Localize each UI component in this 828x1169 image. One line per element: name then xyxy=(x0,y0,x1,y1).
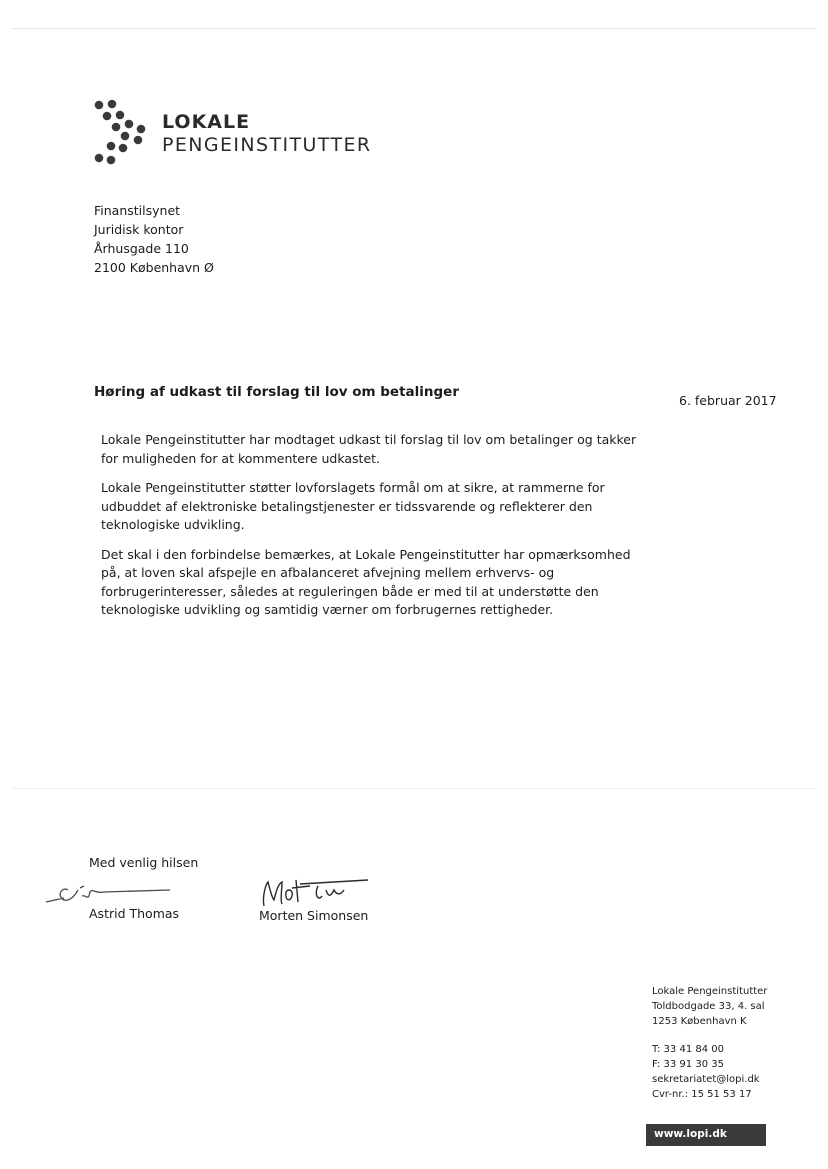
logo-line-2: PENGEINSTITUTTER xyxy=(162,134,372,156)
logo-line-1: LOKALE xyxy=(162,111,251,133)
contact-fax: F: 33 91 30 35 xyxy=(652,1059,724,1070)
signature-morten-icon xyxy=(258,876,373,910)
website-link[interactable]: www.lopi.dk xyxy=(654,1128,727,1140)
signature-astrid-icon xyxy=(44,876,174,908)
scan-edge-middle xyxy=(12,788,816,789)
recipient-line: Finanstilsynet xyxy=(94,203,181,218)
logo-wordmark xyxy=(162,111,372,157)
recipient-address xyxy=(94,201,214,277)
body-paragraph: Det skal i den forbindelse bemærkes, at Lokale Pengeinstitutter har opmærksomhed på, at loven skal afspejle en afbalanceret afvejning mellem erhvervs- og forbrugerinteresser, således at reguleringen både er med til at understøtte den teknologiske udvikling og samtidig værner om forbrugernes rettigheder. xyxy=(101,546,631,617)
contact-phone: T: 33 41 84 00 xyxy=(652,1044,724,1055)
letter-subject: Høring af udkast til forslag til lov om betalinger xyxy=(94,384,459,400)
contact-email: sekretariatet@lopi.dk xyxy=(652,1074,760,1085)
sender-line: Toldbodgade 33, 4. sal xyxy=(652,1001,765,1012)
letter-date: 6. februar 2017 xyxy=(679,393,777,408)
letter-body xyxy=(101,431,641,631)
logo xyxy=(92,98,392,170)
closing-greeting: Med venlig hilsen xyxy=(89,855,199,870)
sender-line: 1253 København K xyxy=(652,1016,747,1027)
logo-dots-icon xyxy=(92,98,162,170)
body-paragraph: Lokale Pengeinstitutter støtter lovforslagets formål om at sikre, at rammerne for udbuddet af elektroniske betalingstjenester er tidssvarende og reflekterer den teknologiske udvikling. xyxy=(101,480,605,532)
contact-spacer xyxy=(652,1029,767,1042)
recipient-line: Århusgade 110 xyxy=(94,241,189,256)
contact-cvr: Cvr-nr.: 15 51 53 17 xyxy=(652,1089,752,1100)
sender-contact-block xyxy=(652,984,767,1102)
body-paragraph: Lokale Pengeinstitutter har modtaget udkast til forslag til lov om betalinger og takker for muligheden for at kommentere udkastet. xyxy=(101,432,637,466)
website-badge xyxy=(646,1124,766,1146)
scan-edge-top xyxy=(12,28,816,29)
recipient-line: Juridisk kontor xyxy=(94,222,184,237)
sender-line: Lokale Pengeinstitutter xyxy=(652,986,768,997)
signer-name: Astrid Thomas xyxy=(89,906,180,921)
recipient-line: 2100 København Ø xyxy=(94,260,214,275)
signer-name: Morten Simonsen xyxy=(259,908,369,923)
